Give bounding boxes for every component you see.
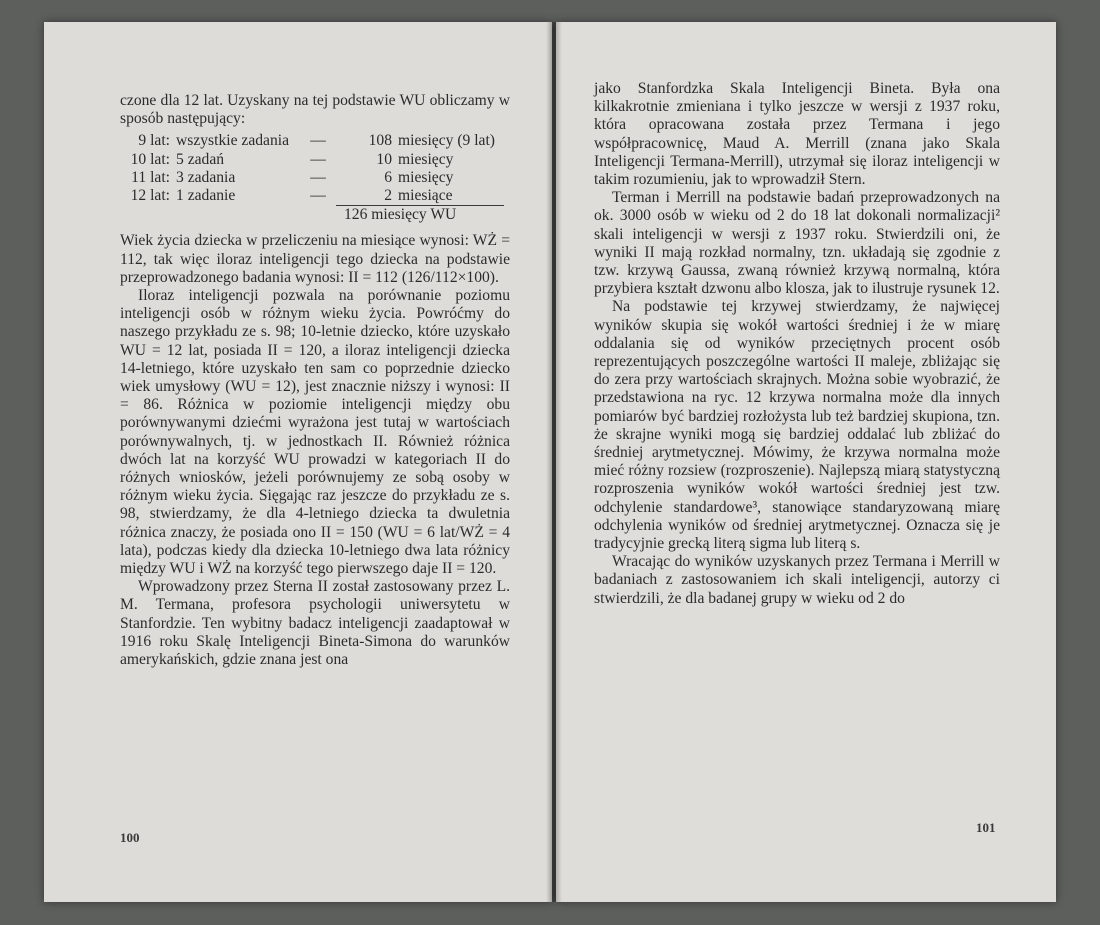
calc-age: 11 lat: xyxy=(131,168,170,186)
page-number: 101 xyxy=(976,820,996,835)
calc-total: 126 miesięcy WU xyxy=(336,205,504,224)
calc-months: 2 xyxy=(384,187,392,205)
calc-unit: miesięcy xyxy=(398,168,454,186)
calc-dash: — xyxy=(310,168,326,186)
body-paragraph: Wiek życia dziecka w przeliczeniu na miesiące wynosi: WŻ = 112, tak więc iloraz inteligencji tego dziecka na podstawie przeprowadzonego badania wynosi: II = 112 (126/112×100). xyxy=(120,232,510,286)
intro-paragraph: czone dla 12 lat. Uzyskany na tej podstawie WU obliczamy w sposób następujący: xyxy=(120,92,510,128)
calc-tasks: wszystkie zadania xyxy=(176,132,290,150)
calc-tasks: 5 zadań xyxy=(176,150,225,168)
age-calculation xyxy=(120,132,510,224)
page-number: 100 xyxy=(120,830,140,845)
body-paragraph: Wprowadzony przez Sterna II został zastosowany przez L. M. Termana, profesora psychologii uniwersytetu w Stanfordzie. Ten wybitny badacz inteligencji zaadaptował w 1916 roku Skalę Inteligencji Bineta-Simona do warunków amerykańskich, gdzie znana jest ona xyxy=(120,578,510,669)
calc-row xyxy=(120,132,510,150)
calc-tasks: 1 zadanie xyxy=(176,187,236,205)
calc-months: 108 xyxy=(368,132,392,150)
calc-age: 9 lat: xyxy=(138,132,170,150)
left-page xyxy=(44,22,552,902)
body-paragraph: Wracając do wyników uzyskanych przez Termana i Merrill w badaniach z zastosowaniem ich skali inteligencji, autorzy ci stwierdzili, że dla badanej grupy w wieku od 2 do xyxy=(594,553,1000,607)
calc-dash: — xyxy=(310,132,326,150)
right-text-column xyxy=(594,80,1000,608)
calc-unit: miesięcy xyxy=(398,150,454,168)
book-gutter xyxy=(546,22,562,902)
calc-row xyxy=(120,187,510,205)
body-paragraph: Iloraz inteligencji pozwala na porównanie poziomu inteligencji osób w różnym wieku życia. Powróćmy do naszego przykładu ze s. 98; 10-letnie dziecko, które uzyskało WU = 12 lat, posiada II = 120, a iloraz inteligencji dziecka 14-letniego, które uzyskało ten sam co poprzednie dziecko wiek umysłowy (WU = 12), jest znacznie niższy i wynosi: II = 86. Różnica w poziomie inteligencji między obu porównywanymi dziećmi wyrażona jest tutaj w wartościach porównywalnych, tj. w jednostkach II. Również różnica dwóch lat na korzyść WU prowadzi w kategoriach II do różnych wniosków, jeżeli porównujemy ze sobą osoby w różnym wieku życia. Sięgając raz jeszcze do przykładu ze s. 98, stwierdzamy, że dla 4-letniego dziecka ta dwuletnia różnica znaczy, że posiada ono II = 150 (WU = 6 lat/WŻ = 4 lata), podczas kiedy dla dziecka 10-letniego dwa lata różnicy między WU i WŻ na korzyść tego pierwszego daje II = 120. xyxy=(120,287,510,578)
calc-dash: — xyxy=(310,187,326,205)
body-paragraph: Terman i Merrill na podstawie badań przeprowadzonych na ok. 3000 osób w wieku od 2 do 18 lat dokonali normalizacji² skali inteligencji w wersji z 1937 roku. Stwierdzili oni, że wyniki II mają rozkład normalny, tzn. układają się zgodnie z tzw. krzywą Gaussa, zwaną również krzywą normalną, która przybiera kształt dzwonu albo klosza, jak to ilustruje rysunek 12. xyxy=(594,189,1000,298)
right-page xyxy=(556,22,1056,902)
body-paragraph: jako Stanfordzka Skala Inteligencji Bineta. Była ona kilkakrotnie zmieniana i tylko jeszcze w wersji z 1937 roku, która opracowana została przez Termana i jego współpracownicę, Maud A. Merrill (znana jako Skala Inteligencji Termana-Merrill), utrzymał się iloraz inteligencji w takim rozumieniu, jak to wprowadził Stern. xyxy=(594,80,1000,189)
calc-unit: miesięcy (9 lat) xyxy=(398,132,495,150)
calc-row xyxy=(120,169,510,187)
calc-tasks: 3 zadania xyxy=(176,168,236,186)
body-paragraph: Na podstawie tej krzywej stwierdzamy, że najwięcej wyników skupia się wokół wartości średniej i że w miarę oddalania się od wyników przeciętnych procent osób reprezentujących poszczególne wartości II maleje, zbliżając się do zera przy wartościach skrajnych. Można sobie wyobrazić, że przedstawiona na ryc. 12 krzywa normalna może dla innych pomiarów być bardziej rozłożysta lub też bardziej skupiona, tzn. że skrajne wyniki mogą się bardziej oddalać lub zbliżać do średniej arytmetycznej. Mówimy, że krzywa normalna może mieć różny rozsiew (rozproszenie). Najlepszą miarą statystyczną rozproszenia wyników wokół wartości średniej jest tzw. odchylenie standardowe³, stanowiące standaryzowaną miarę odchylenia wyników od średniej arytmetycznej. Oznacza się je tradycyjnie grecką literą sigma lub literą s. xyxy=(594,298,1000,553)
calc-age: 12 lat: xyxy=(130,187,170,205)
calc-months: 10 xyxy=(376,150,392,168)
calc-months: 6 xyxy=(384,168,392,186)
left-text-column xyxy=(120,92,510,669)
calc-age: 10 lat: xyxy=(130,150,170,168)
calc-unit: miesiące xyxy=(398,187,453,205)
calc-row xyxy=(120,151,510,169)
calc-dash: — xyxy=(310,150,326,168)
